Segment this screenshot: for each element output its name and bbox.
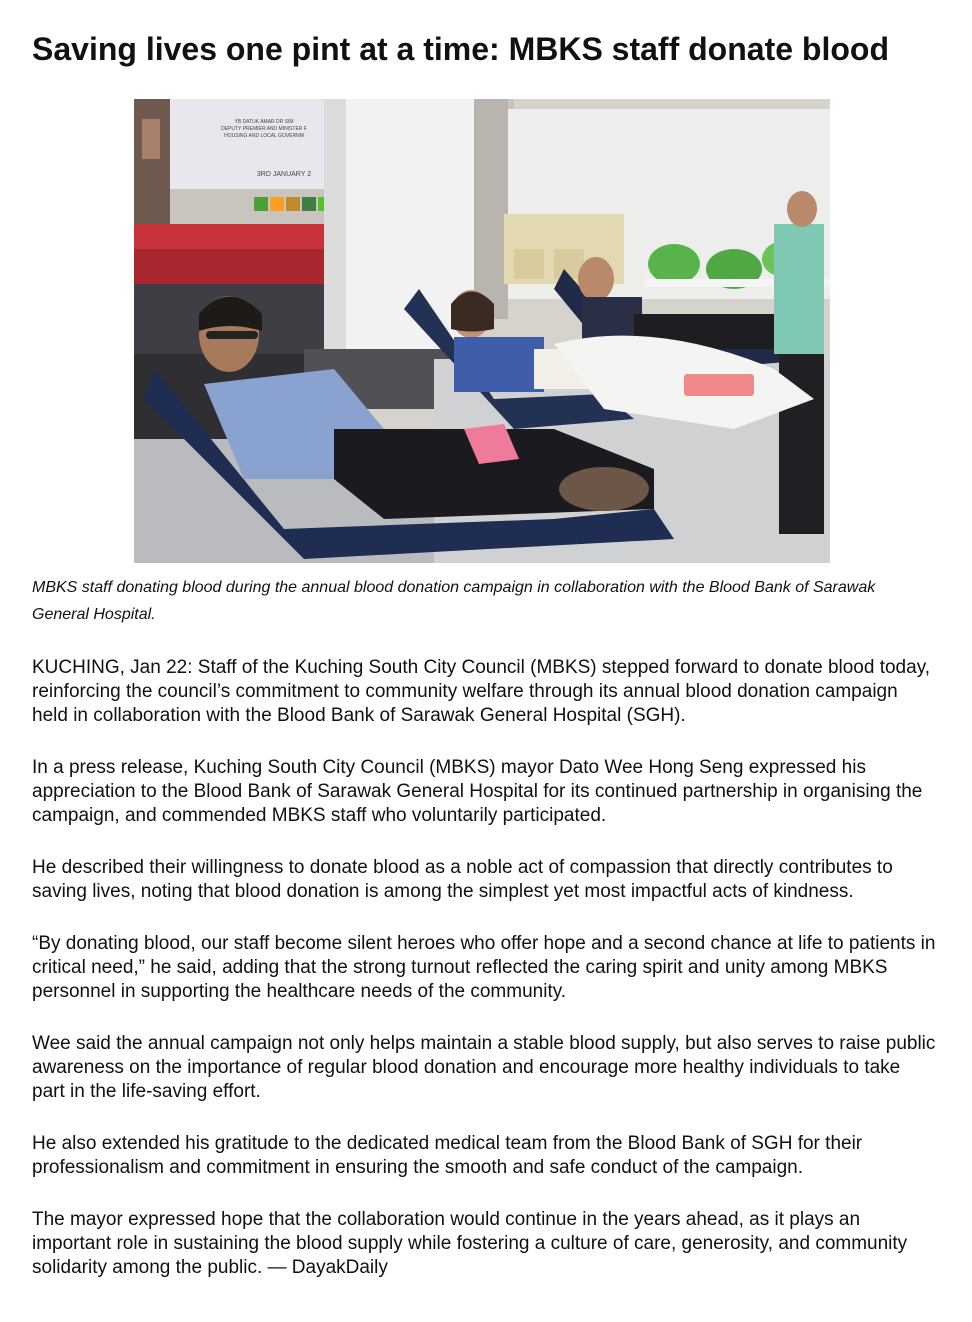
article-photo bbox=[134, 99, 830, 563]
paragraph-2: In a press release, Kuching South City Council (MBKS) mayor Dato Wee Hong Seng expressed his appreciation to the Blood Bank of Sarawak General Hospital for its continued partnership in organising the campaign, and commended MBKS staff who voluntarily participated. bbox=[32, 757, 923, 826]
paragraph-5: Wee said the annual campaign not only helps maintain a stable blood supply, but also serves to raise public awareness on the importance of regular blood donation and encourage more healthy individuals to take part in the life-saving effort. bbox=[32, 1033, 936, 1102]
photo-caption: MBKS staff donating blood during the annual blood donation campaign in collaboration with the Blood Bank of Sarawak General Hospital. bbox=[32, 579, 876, 623]
paragraph-1: KUCHING, Jan 22: Staff of the Kuching South City Council (MBKS) stepped forward to donate blood today, reinforcing the council’s commitment to community welfare through its annual blood donation campaign held in collaboration with the Blood Bank of Sarawak General Hospital (SGH). bbox=[32, 657, 931, 726]
banner-line-1: YB DATUK AMAR DR SIM bbox=[234, 119, 294, 125]
blood-donation-photo bbox=[134, 99, 830, 563]
nurse-figure bbox=[774, 224, 824, 354]
article-body bbox=[32, 656, 937, 1308]
paragraph-6: He also extended his gratitude to the dedicated medical team from the Blood Bank of SGH for their professionalism and commitment in ensuring the smooth and safe conduct of the campaign. bbox=[32, 1133, 863, 1178]
banner-line-4: 3RD JANUARY 2 bbox=[256, 171, 312, 178]
paragraph-4: “By donating blood, our staff become silent heroes who offer hope and a second chance at life to patients in critical need,” he said, adding that the strong turnout reflected the caring spirit and unity among MBKS personnel in supporting the healthcare needs of the community. bbox=[32, 933, 936, 1002]
banner-line-2: DEPUTY PREMIER AND MINISTER F bbox=[221, 126, 307, 132]
article-headline: Saving lives one pint at a time: MBKS staff donate blood bbox=[32, 31, 889, 67]
paragraph-7: The mayor expressed hope that the collaboration would continue in the years ahead, as it plays an important role in sustaining the blood supply while fostering a culture of care, generosity, and community solidarity among the public. — DayakDaily bbox=[32, 1209, 908, 1278]
banner-line-3: HOUSING AND LOCAL GOVERNM bbox=[224, 133, 304, 139]
paragraph-3: He described their willingness to donate blood as a noble act of compassion that directly contributes to saving lives, noting that blood donation is among the simplest yet most impactful acts of kindness. bbox=[32, 857, 893, 902]
